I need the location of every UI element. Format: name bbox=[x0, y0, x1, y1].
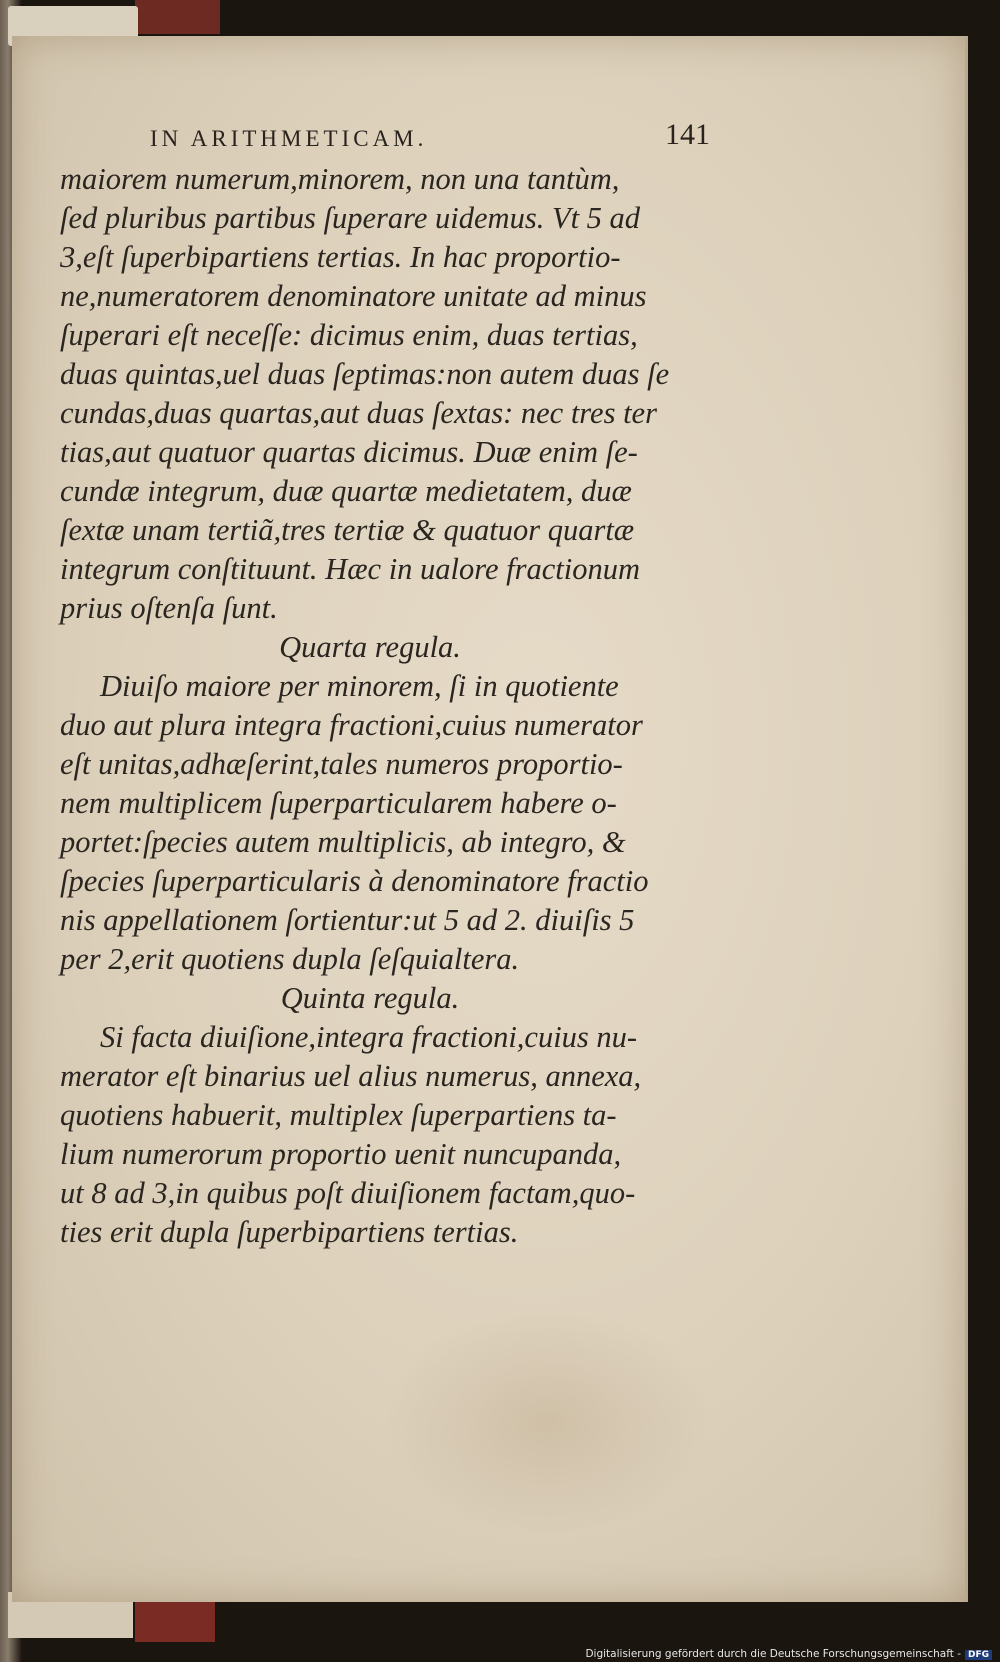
page-number: 141 bbox=[665, 118, 710, 151]
text-line: maiorem numerum,minorem, non una tantùm, bbox=[60, 162, 620, 196]
binding-edge-top bbox=[135, 0, 220, 34]
text-line: Si facta diuiſione,integra fractioni,cuius nu- bbox=[100, 1020, 638, 1054]
text-line: ut 8 ad 3,in quibus poſt diuiſionem factam,quo- bbox=[60, 1176, 636, 1210]
text-line: ſpecies ſuperparticularis à denominatore fractio bbox=[60, 864, 649, 898]
text-line: ties erit dupla ſuperbipartiens tertias. bbox=[60, 1215, 519, 1249]
text-line: 3,eſt ſuperbipartiens tertias. In hac proportio- bbox=[60, 240, 621, 274]
text-line: per 2,erit quotiens dupla ſeſquialtera. bbox=[60, 942, 520, 976]
running-head bbox=[150, 118, 710, 158]
text-line: merator eſt binarius uel alius numerus, annexa, bbox=[60, 1059, 642, 1093]
digitization-credit bbox=[585, 1648, 992, 1660]
text-line: ne,numeratorem denominatore unitate ad minus bbox=[60, 279, 647, 313]
text-line: ſextæ unam tertiã,tres tertiæ & quatuor quartæ bbox=[60, 513, 635, 547]
text-line: tias,aut quatuor quartas dicimus. Duæ enim ſe- bbox=[60, 435, 638, 469]
text-line: eſt unitas,adhæſerint,tales numeros proportio- bbox=[60, 747, 623, 781]
running-title: IN ARITHMETICAM. bbox=[150, 126, 428, 151]
text-line: portet:ſpecies autem multiplicis, ab integro, & bbox=[60, 825, 626, 859]
section-heading: Quinta regula. bbox=[280, 981, 460, 1015]
text-line: ſuperari eſt neceſſe: dicimus enim, duas tertias, bbox=[60, 318, 638, 352]
body-text bbox=[60, 160, 710, 1252]
text-line: lium numerorum proportio uenit nuncupanda, bbox=[60, 1137, 622, 1171]
section-heading: Quarta regula. bbox=[279, 630, 461, 664]
text-line: Diuiſo maiore per minorem, ſi in quotiente bbox=[100, 669, 619, 703]
text-line: prius oſtenſa ſunt. bbox=[60, 591, 278, 625]
text-line: integrum conſtituunt. Hæc in ualore fractionum bbox=[60, 552, 641, 586]
page-stain bbox=[382, 1306, 712, 1536]
text-line: cundas,duas quartas,aut duas ſextas: nec tres ter bbox=[60, 396, 657, 430]
text-line: ſed pluribus partibus ſuperare uidemus. Vt 5 ad bbox=[60, 201, 641, 235]
dfg-logo: DFG bbox=[965, 1650, 992, 1660]
text-line: nis appellationem ſortientur:ut 5 ad 2. diuiſis 5 bbox=[60, 903, 635, 937]
text-line: duo aut plura integra fractioni,cuius numerator bbox=[60, 708, 643, 742]
text-line: nem multiplicem ſuperparticularem habere o- bbox=[60, 786, 617, 820]
credit-text: Digitalisierung gefördert durch die Deutsche Forschungsgemeinschaft - bbox=[585, 1648, 961, 1660]
text-line: duas quintas,uel duas ſeptimas:non autem duas ſe bbox=[60, 357, 670, 391]
text-line: cundæ integrum, duæ quartæ medietatem, duæ bbox=[60, 474, 632, 508]
text-line: quotiens habuerit, multiplex ſuperpartiens ta- bbox=[60, 1098, 617, 1132]
